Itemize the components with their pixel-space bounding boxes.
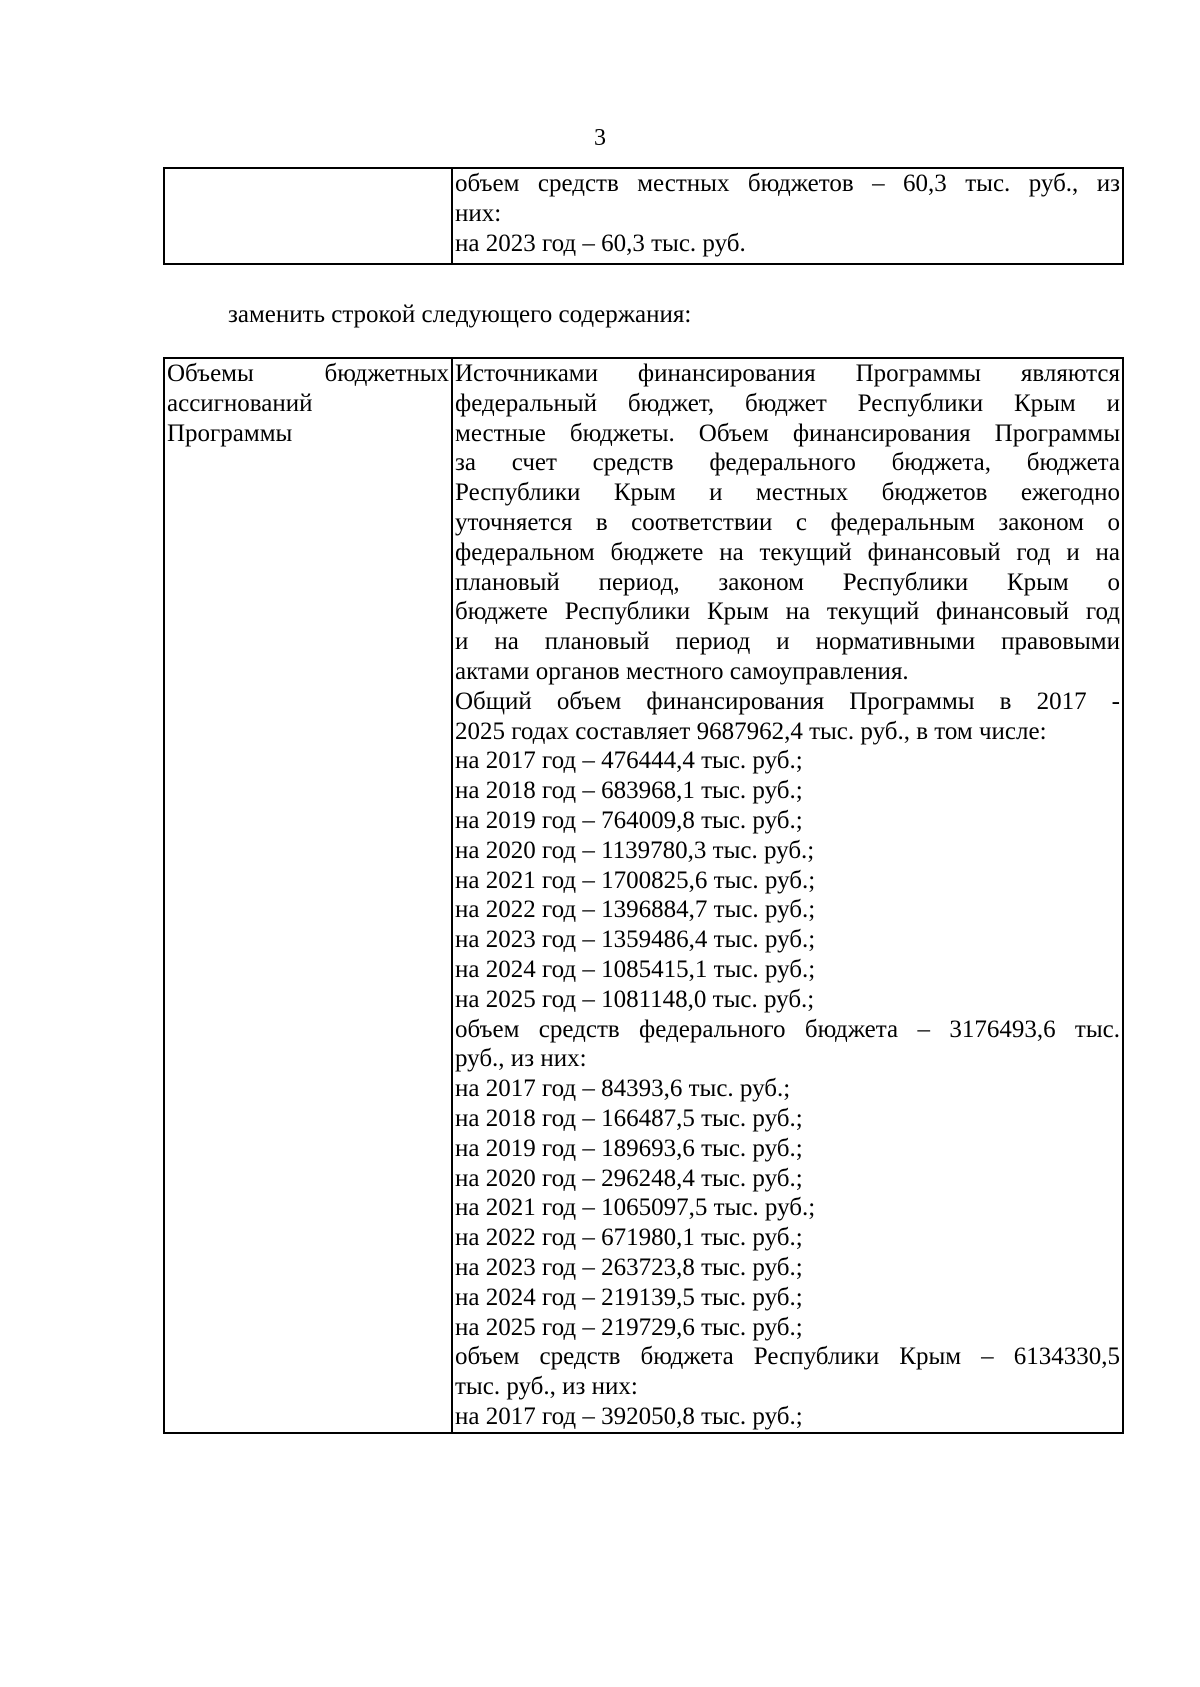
row-label-line: Объемы бюджетных <box>167 360 449 387</box>
text-line: них: <box>455 199 502 227</box>
text-line: бюджете Республики Крым на текущий финансовый год <box>455 598 1120 626</box>
text-line: федеральный бюджет, бюджет Республики Крым и <box>455 389 1120 417</box>
text-line: на 2021 год – 1700825,6 тыс. руб.; <box>455 866 816 894</box>
top-table <box>163 167 1124 265</box>
lead-paragraph: заменить строкой следующего содержания: <box>228 301 692 328</box>
text-line: на 2024 год – 1085415,1 тыс. руб.; <box>455 955 816 983</box>
text-line: на 2023 год – 1359486,4 тыс. руб.; <box>455 926 816 954</box>
table-row <box>164 168 1123 264</box>
text-line: на 2017 год – 84393,6 тыс. руб.; <box>455 1075 791 1103</box>
text-line: федеральном бюджете на текущий финансовый год и на <box>455 538 1120 566</box>
text-line: актами органов местного самоуправления. <box>455 657 909 685</box>
text-line: объем средств федерального бюджета – 3176493,6 тыс. <box>455 1015 1120 1043</box>
text-line: Источниками финансирования Программы являются <box>455 360 1120 387</box>
text-line: на 2019 год – 189693,6 тыс. руб.; <box>455 1134 803 1162</box>
main-table <box>163 357 1124 1434</box>
table-row <box>164 358 1123 1433</box>
text-line: на 2018 год – 166487,5 тыс. руб.; <box>455 1104 803 1132</box>
text-line: на 2017 год – 476444,4 тыс. руб.; <box>455 747 803 775</box>
text-line: на 2023 год – 263723,8 тыс. руб.; <box>455 1253 803 1281</box>
text-line: уточняется в соответствии с федеральным законом о <box>455 508 1120 536</box>
text-line: на 2020 год – 1139780,3 тыс. руб.; <box>455 836 815 864</box>
text-line: Республики Крым и местных бюджетов ежегодно <box>455 479 1120 507</box>
text-line: 2025 годах составляет 9687962,4 тыс. руб., в том числе: <box>455 717 1047 745</box>
text-line: на 2022 год – 1396884,7 тыс. руб.; <box>455 896 816 924</box>
row-label-line: ассигнований <box>167 389 313 417</box>
text-line: плановый период, законом Республики Крым о <box>455 568 1120 596</box>
row-label-line: Программы <box>167 419 293 447</box>
text-line: тыс. руб., из них: <box>455 1373 638 1401</box>
text-line: на 2017 год – 392050,8 тыс. руб.; <box>455 1402 803 1430</box>
text-line: объем средств местных бюджетов – 60,3 тыс. руб., из <box>455 170 1120 197</box>
text-line: на 2025 год – 1081148,0 тыс. руб.; <box>455 985 815 1013</box>
text-line: за счет средств федерального бюджета, бюджета <box>455 449 1120 477</box>
row-content-cell <box>452 358 1123 1433</box>
text-line: на 2020 год – 296248,4 тыс. руб.; <box>455 1164 803 1192</box>
row-label-cell <box>164 358 452 1433</box>
empty-cell <box>164 168 452 264</box>
text-line: на 2024 год – 219139,5 тыс. руб.; <box>455 1283 803 1311</box>
text-line: на 2018 год – 683968,1 тыс. руб.; <box>455 777 803 805</box>
text-line: на 2023 год – 60,3 тыс. руб. <box>455 229 746 257</box>
text-line: на 2021 год – 1065097,5 тыс. руб.; <box>455 1194 816 1222</box>
text-line: на 2025 год – 219729,6 тыс. руб.; <box>455 1313 803 1341</box>
page-number: 3 <box>594 125 606 151</box>
text-line: руб., из них: <box>455 1045 587 1073</box>
text-line: местные бюджеты. Объем финансирования Программы <box>455 419 1120 447</box>
text-line: и на плановый период и нормативными правовыми <box>455 628 1120 656</box>
text-line: на 2022 год – 671980,1 тыс. руб.; <box>455 1224 803 1252</box>
text-line: Общий объем финансирования Программы в 2017 - <box>455 687 1120 715</box>
text-line: объем средств бюджета Республики Крым – 6134330,5 <box>455 1343 1120 1371</box>
top-table-content-cell <box>452 168 1123 264</box>
text-line: на 2019 год – 764009,8 тыс. руб.; <box>455 806 803 834</box>
